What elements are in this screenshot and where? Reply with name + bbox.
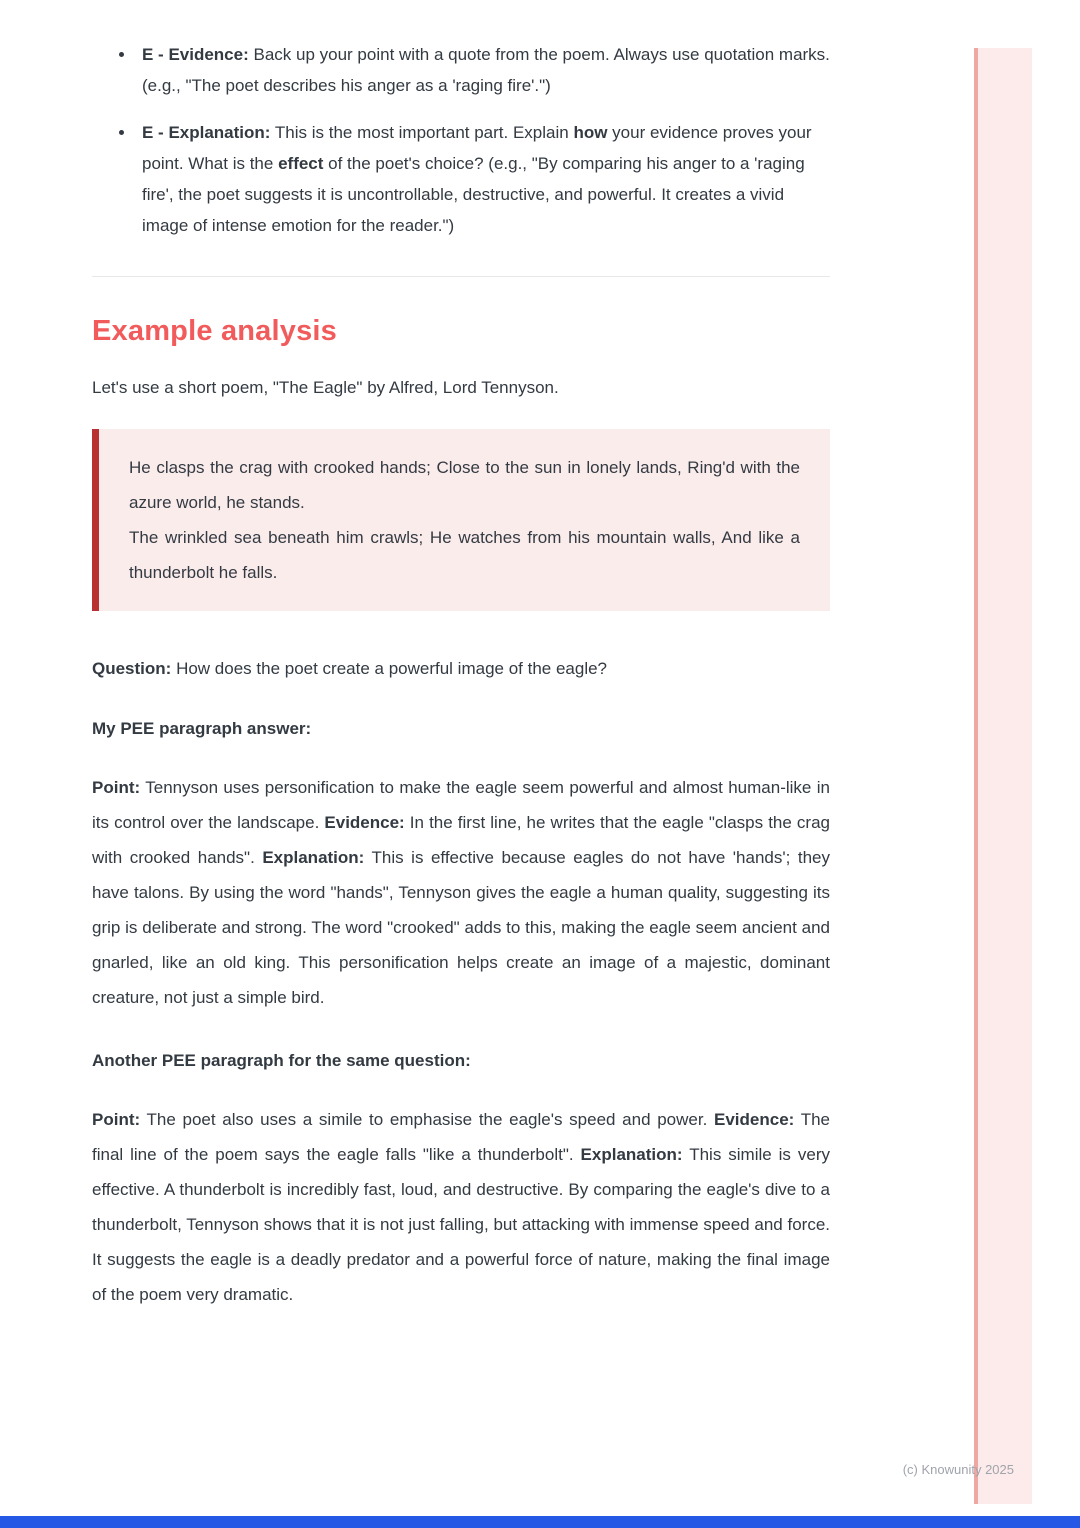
poem-quote-block — [92, 429, 830, 611]
copyright-watermark: (c) Knowunity 2025 — [902, 1462, 1014, 1477]
bullet-evidence: • E - Evidence: Back up your point with a quote from the poem. Always use quotation marks. (e.g., "The poet describes his anger as a 'raging fire'.") — [136, 40, 830, 102]
pee-bullet-list — [92, 40, 830, 242]
intro-paragraph: Let's use a short poem, "The Eagle" by Alfred, Lord Tennyson. — [92, 377, 559, 397]
page-bottom-bar — [0, 1516, 1080, 1528]
answer1-paragraph: Point: Tennyson uses personification to make the eagle seem powerful and almost human-like in its control over the landscape. Evidence: In the first line, he writes that the eagle "clasps the crag with crooked hands". Explanation: This is effective because eagles do not have 'hands'; they have talons. By using the word "hands", Tennyson gives the eagle a human quality, suggesting its grip is deliberate and strong. The word "crooked" adds to this, making the eagle seem ancient and gnarled, like an old king. This personification helps create an image of a majestic, dominant creature, not just a simple bird. — [92, 777, 830, 1008]
question-paragraph: Question: How does the poet create a powerful image of the eagle? — [92, 659, 608, 679]
answer2-heading: Another PEE paragraph for the same question: — [92, 1051, 471, 1071]
bullet-explanation: • E - Explanation: This is the most important part. Explain how your evidence proves your point. What is the effect of the poet's choice? (e.g., "By comparing his anger to a 'raging fire', the poet suggests it is uncontrollable, destructive, and powerful. It creates a vivid image of intense emotion for the reader.") — [136, 118, 830, 242]
answer1-heading: My PEE paragraph answer: — [92, 718, 312, 738]
page-edge-strip — [978, 48, 1032, 1504]
section-divider — [92, 276, 830, 277]
poem-stanza-2: The wrinkled sea beneath him crawls; He watches from his mountain walls, And like a thunderbolt he falls. — [129, 528, 800, 583]
answer2-paragraph: Point: The poet also uses a simile to emphasise the eagle's speed and power. Evidence: The final line of the poem says the eagle falls "like a thunderbolt". Explanation: This simile is very effective. A thunderbolt is incredibly fast, loud, and destructive. By comparing the eagle's dive to a thunderbolt, Tennyson shows that it is not just falling, but attacking with immense speed and force. It suggests the eagle is a deadly predator and a powerful force of nature, making the final image of the poem very dramatic. — [92, 1110, 830, 1305]
section-heading: Example analysis — [92, 314, 338, 347]
document-content — [92, 40, 830, 1312]
page-edge-line — [974, 48, 978, 1504]
poem-stanza-1: He clasps the crag with crooked hands; Close to the sun in lonely lands, Ring'd with the azure world, he stands. — [129, 458, 800, 513]
